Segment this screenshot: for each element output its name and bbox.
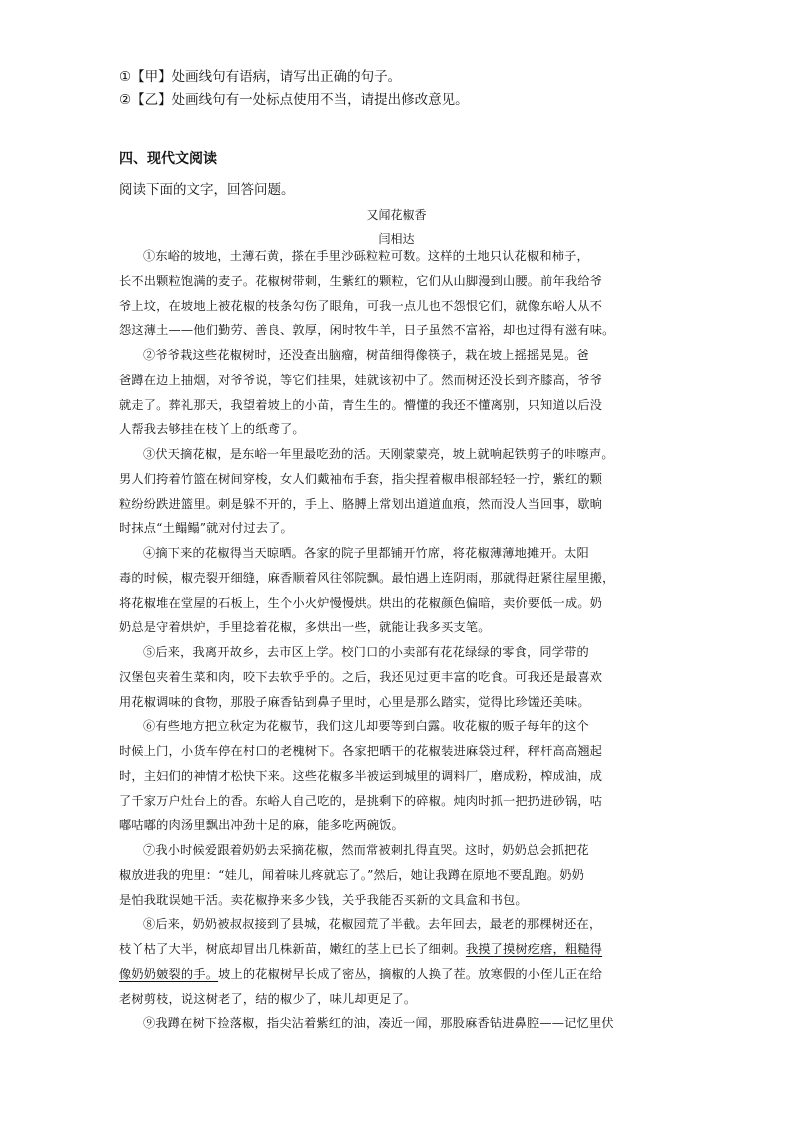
- article-line: [119, 888, 675, 913]
- line-text: ⑦我小时候爱跟着奶奶去采摘花椒，然而常被刺扎得直哭。这时，奶奶总会抓把花: [143, 843, 589, 857]
- line-text: 了千家万户灶台上的香。东峪人自己吃的，是挑剩下的碎椒。炖肉时抓一把扔进砂锅，咕: [119, 793, 603, 808]
- article-line: [119, 417, 675, 442]
- article-line: [119, 442, 675, 467]
- line-text: ③伏天摘花椒，是东峪一年里最吃劲的活。天刚蒙蒙亮，坡上就响起铁剪子的咔嚓声。: [143, 447, 614, 461]
- article-author: 闫相达: [378, 232, 415, 246]
- line-text: 奶总是守着烘炉，手里捻着花椒，多烘出一些，就能让我多买支笔。: [119, 620, 491, 635]
- line-text: ⑧后来，奶奶被叔叔接到了县城，花椒园荒了半截。去年回去，最老的那棵树还在，: [143, 917, 602, 932]
- article-line: [119, 244, 675, 269]
- line-text: 坡上的花椒树早长成了密丛，摘椒的人换了茬。放寒假的小侄儿正在给: [218, 966, 603, 981]
- article-line: [119, 937, 675, 962]
- question-1: ①【甲】处画线句有语病，请写出正确的句子。: [119, 69, 402, 85]
- line-text: 爷上坟，在坡地上被花椒的枝条勾伤了眼角，可我一点儿也不怨恨它们，就像东峪人从不: [119, 298, 603, 313]
- line-text: 人帮我去够挂在枝丫上的纸鸢了。: [119, 422, 305, 437]
- article-line: [119, 294, 675, 319]
- article-line: [119, 591, 675, 616]
- line-text: 就走了。葬礼那天，我望着坡上的小苗，青生生的。懵懂的我还不懂离别，只知道以后没: [119, 397, 603, 412]
- line-text: 嘟咕嘟的肉汤里飘出冲劲十足的麻，能多吃两碗饭。: [119, 818, 404, 833]
- underlined-sentence: 像奶奶皴裂的手。: [119, 966, 219, 981]
- article-line: [119, 343, 675, 368]
- article-line: [119, 368, 675, 393]
- article-line: [119, 714, 675, 739]
- line-text: ①东峪的坡地，土薄石黄，搽在手里沙砾粒粒可数。这样的土地只认花椒和柿子，: [143, 249, 589, 263]
- line-text: 用花椒调味的食物，那股子麻香钻到鼻子里时，心里是那么踏实，觉得比珍馐还美味。: [119, 694, 590, 709]
- reading-instruction: 阅读下面的文字，回答问题。: [119, 182, 295, 198]
- line-text: 时，主妇们的神情才松快下来。这些花椒多半被运到城里的调料厂，磨成粉，榨成油，成: [119, 768, 603, 783]
- line-text: ②爷爷栽这些花椒树时，还没查出脑瘤，树苗细得像筷子，栽在坡上摇摇晃晃。爸: [143, 348, 589, 362]
- article-line: [119, 813, 675, 838]
- article-line: [119, 516, 675, 541]
- article-line: [119, 615, 675, 640]
- line-text: 是怕我耽误她干活。卖花椒挣来多少钱，关乎我能否买新的文具盒和书包。: [119, 892, 528, 907]
- article-line: [119, 690, 675, 715]
- article-line: [119, 739, 675, 764]
- line-text: 时抹点“土鳎鳎”就对付过去了。: [119, 521, 293, 536]
- article-line: [119, 838, 675, 863]
- section-heading: 四、现代文阅读: [119, 151, 217, 167]
- line-text: 长不出颗粒饱满的麦子。花椒树带刺，生紫红的颗粒，它们从山脚漫到山腰。前年我给爷: [119, 273, 603, 288]
- line-text: 毒的时候，椒壳裂开细缝，麻香顺着风往邻院飘。最怕遇上连阴雨，那就得赶紧往屋里搬，: [119, 570, 615, 585]
- line-text: ⑤后来，我离开故乡，去市区上学。校门口的小卖部有花花绿绿的零食，同学带的: [143, 645, 589, 659]
- line-text: 汉堡包夹着生菜和肉，咬下去软乎乎的。之后，我还见过更丰富的吃食。可我还是最喜欢: [119, 669, 603, 684]
- line-text: 枝丫枯了大半，树底却冒出几株新苗，嫩红的茎上已长了细刺。: [119, 942, 466, 956]
- underlined-sentence: 我摸了摸树疙瘩，粗糙得: [465, 942, 603, 956]
- line-text: ⑥有些地方把立秋定为花椒节，我们这儿却要等到白露。收花椒的贩子每年的这个: [143, 719, 589, 734]
- article-line: [119, 318, 675, 343]
- line-text: 将花椒堆在堂屋的石板上，生个小火炉慢慢烘。烘出的花椒颜色偏暗，卖价要低一成。奶: [119, 595, 603, 610]
- article-line: [119, 863, 675, 888]
- line-text: 椒放进我的兜里：“娃儿，闻着味儿疼就忘了。”然后，她让我蹲在原地不要乱跑。奶奶: [119, 867, 585, 882]
- article-line: [119, 566, 675, 591]
- article-line: [119, 764, 675, 789]
- question-2: ②【乙】处画线句有一处标点使用不当，请提出修改意见。: [119, 92, 469, 108]
- line-text: 时候上门，小货车停在村口的老槐树下。各家把晒干的花椒装进麻袋过秤，秤杆高高翘起: [119, 744, 603, 758]
- article-title: 又闻花椒香: [366, 208, 427, 222]
- article-line: [119, 1011, 675, 1036]
- article-line: [119, 541, 675, 566]
- line-text: ④摘下来的花椒得当天晾晒。各家的院子里都铺开竹席，将花椒薄薄地摊开。太阳: [143, 546, 589, 560]
- article-body: [119, 244, 675, 1036]
- article-line: [119, 492, 675, 517]
- article-line: [119, 665, 675, 690]
- article-line: [119, 269, 675, 294]
- line-text: 怨这薄土——他们勤劳、善良、敦厚，闲时牧牛羊，日子虽然不富裕，却也过得有滋有味。: [119, 323, 615, 338]
- article-line: [119, 640, 675, 665]
- article-line: [119, 912, 675, 937]
- article-line: [119, 789, 675, 814]
- article-line: [119, 393, 675, 418]
- line-text: 老树剪枝，说这树老了，结的椒少了，味儿却更足了。: [119, 991, 417, 1006]
- article-line: [119, 467, 675, 492]
- line-text: ⑨我蹲在树下捡落椒，指尖沾着紫红的油，凑近一闻，那股麻香钻进鼻腔——记忆里伏: [143, 1016, 614, 1031]
- line-text: 爸蹲在边上抽烟，对爷爷说，等它们挂果，娃就该初中了。然而树还没长到齐膝高，爷爷: [119, 372, 603, 387]
- line-text: 男人们挎着竹篮在树间穿梭，女人们戴袖布手套，指尖捏着椒串根部轻轻一拧，紫红的颗: [119, 471, 603, 486]
- line-text: 粒纷纷跌进篮里。刺是躲不开的，手上、胳膊上常划出道道血痕，然而没人当回事，歇晌: [119, 496, 603, 511]
- article-line: [119, 987, 675, 1012]
- article-line: [119, 962, 675, 987]
